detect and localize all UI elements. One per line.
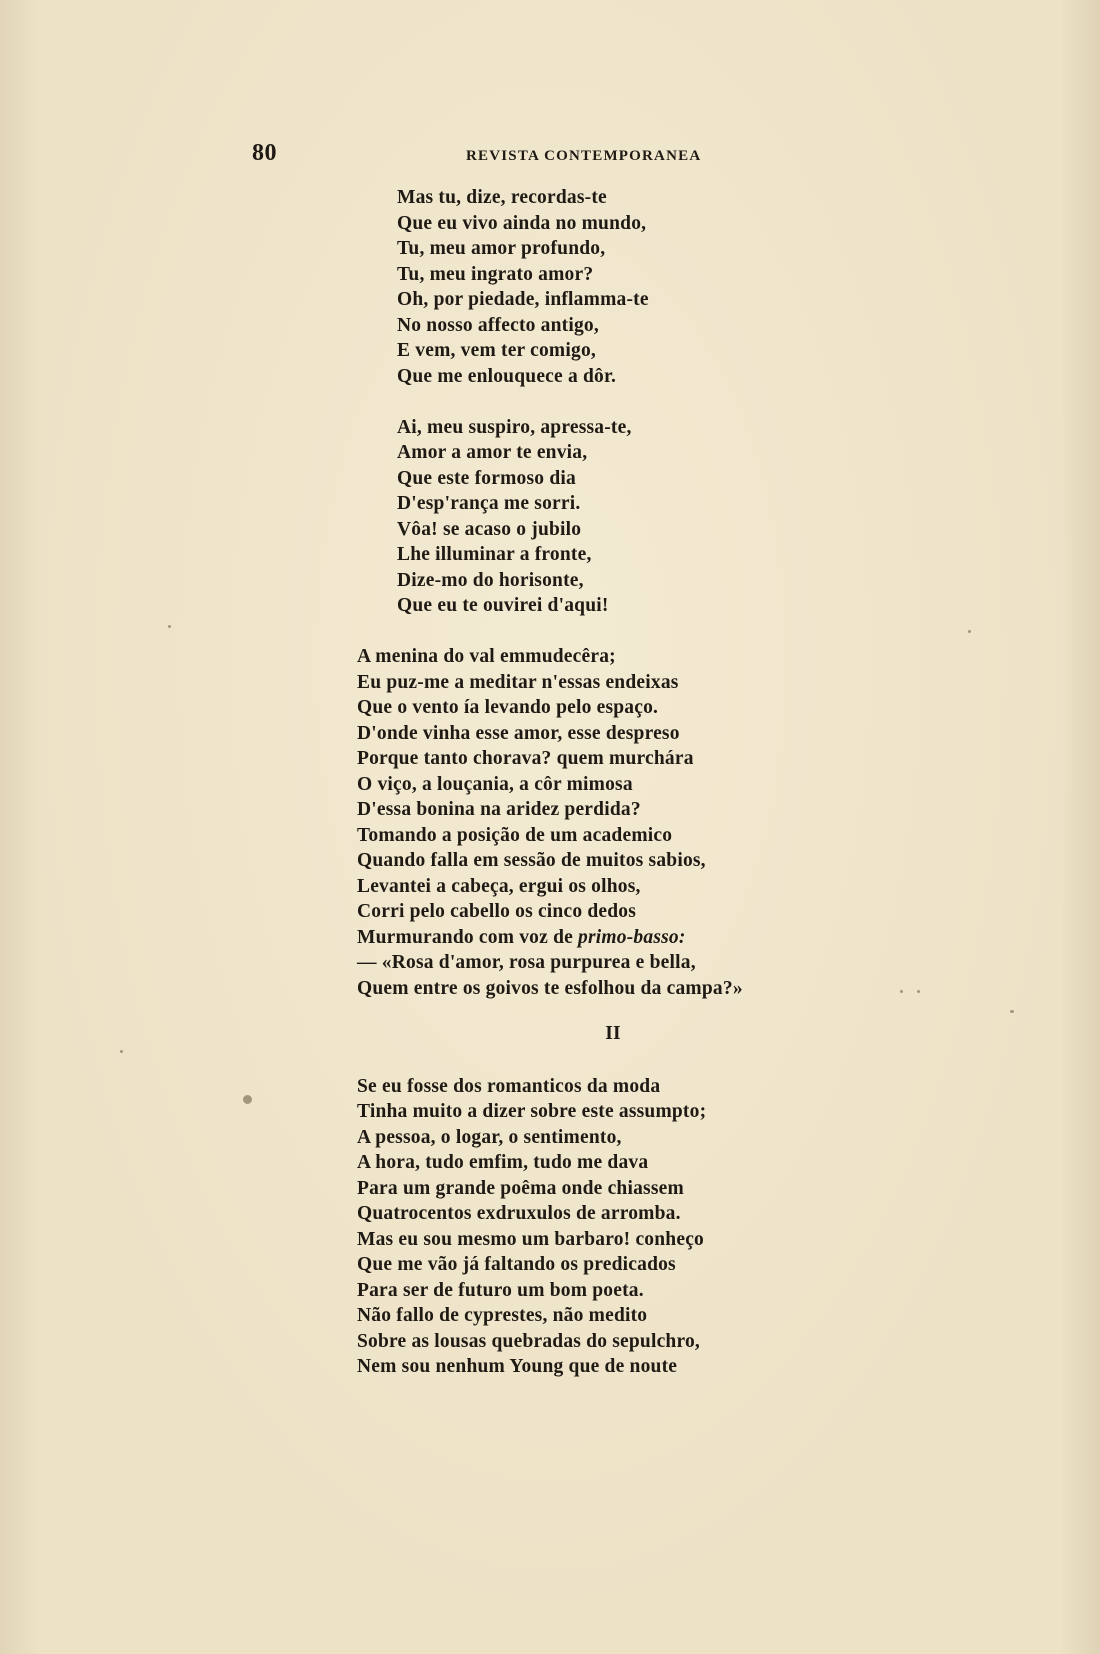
verse-line: Tomando a posição de um academico [357, 824, 673, 846]
verse-line: No nosso affecto antigo, [397, 314, 599, 336]
verse-line: A menina do val emmudecêra; [357, 646, 616, 667]
verse-line: E vem, vem ter comigo, [397, 340, 596, 361]
verse-line: Eu puz-me a meditar n'essas endeixas [357, 671, 679, 693]
verse-line: Porque tanto chorava? quem murchára [357, 748, 694, 769]
paper-speck [168, 625, 171, 628]
verse-line-text: Murmurando com voz de [357, 926, 579, 948]
italic-term: primo-basso: [578, 926, 686, 948]
page-number: 80 [252, 140, 277, 166]
verse-line: Mas tu, dize, recordas-te [397, 187, 607, 208]
verse-line: Oh, por piedade, inflamma-te [397, 289, 649, 310]
verse-line: Que o vento ía levando pelo espaço. [357, 697, 659, 718]
verse-line: A hora, tudo emfim, tudo me dava [357, 1152, 649, 1173]
verse-line: Não fallo de cyprestes, não medito [357, 1305, 648, 1326]
paper-speck [243, 1095, 252, 1104]
verse-line: Nem sou nenhum Young que de noute [357, 1356, 678, 1377]
verse-line: D'onde vinha esse amor, esse despreso [357, 722, 680, 744]
verse-line: Lhe illuminar a fronte, [397, 544, 592, 565]
verse-line [357, 925, 827, 951]
verse-line: Quatrocentos exdruxulos de arromba. [357, 1203, 681, 1224]
verse-line: Se eu fosse dos romanticos da moda [357, 1075, 661, 1097]
verse-line: Levantei a cabeça, ergui os olhos, [357, 875, 641, 897]
verse-line: Quando falla em sessão de muitos sabios, [357, 850, 706, 871]
verse-line: Para um grande poêma onde chiassem [357, 1177, 684, 1199]
verse-line: Mas eu sou mesmo um barbaro! conheço [357, 1228, 704, 1250]
verse-line: Ai, meu suspiro, apressa-te, [397, 416, 632, 438]
verse-line: Que me enlouquece a dôr. [397, 365, 617, 387]
paper-speck [917, 990, 920, 993]
verse-line: Que este formoso dia [397, 467, 576, 489]
verse-line: Quem entre os goivos te esfolhou da campa?» [357, 977, 743, 999]
section-heading: II [605, 1023, 621, 1044]
verse-line: Sobre as lousas quebradas do sepulchro, [357, 1330, 701, 1352]
stanza-2 [357, 415, 827, 619]
running-title: REVISTA CONTEMPORANEA [466, 148, 702, 164]
verse-line: Tinha muito a dizer sobre este assumpto; [357, 1101, 707, 1122]
verse-line: Para ser de futuro um bom poeta. [357, 1279, 644, 1301]
verse-line: O viço, a louçania, a côr mimosa [357, 773, 633, 795]
stanza-1 [357, 185, 827, 389]
paper-speck [968, 630, 971, 633]
paper-speck [1010, 1010, 1014, 1013]
verse-line: A pessoa, o logar, o sentimento, [357, 1126, 622, 1148]
poem-body [357, 185, 827, 1380]
narrative-section-1 [357, 644, 827, 1001]
verse-line: Que eu te ouvirei d'aqui! [397, 595, 609, 616]
paper-speck [900, 990, 903, 993]
verse-line: Corri pelo cabello os cinco dedos [357, 901, 637, 922]
paper-speck [120, 1050, 123, 1053]
verse-line: Dize-mo do horisonte, [397, 569, 584, 591]
verse-line: Tu, meu ingrato amor? [397, 263, 594, 285]
narrative-section-2 [357, 1074, 827, 1380]
verse-line: D'essa bonina na aridez perdida? [357, 799, 641, 820]
verse-line: Que eu vivo ainda no mundo, [397, 212, 647, 234]
verse-line: — «Rosa d'amor, rosa purpurea e bella, [357, 952, 696, 973]
verse-line: Tu, meu amor profundo, [397, 238, 606, 259]
verse-line: Vôa! se acaso o jubilo [397, 518, 582, 540]
verse-line: D'esp'rança me sorri. [397, 493, 581, 514]
verse-line: Que me vão já faltando os predicados [357, 1254, 676, 1275]
verse-line: Amor a amor te envia, [397, 442, 588, 463]
